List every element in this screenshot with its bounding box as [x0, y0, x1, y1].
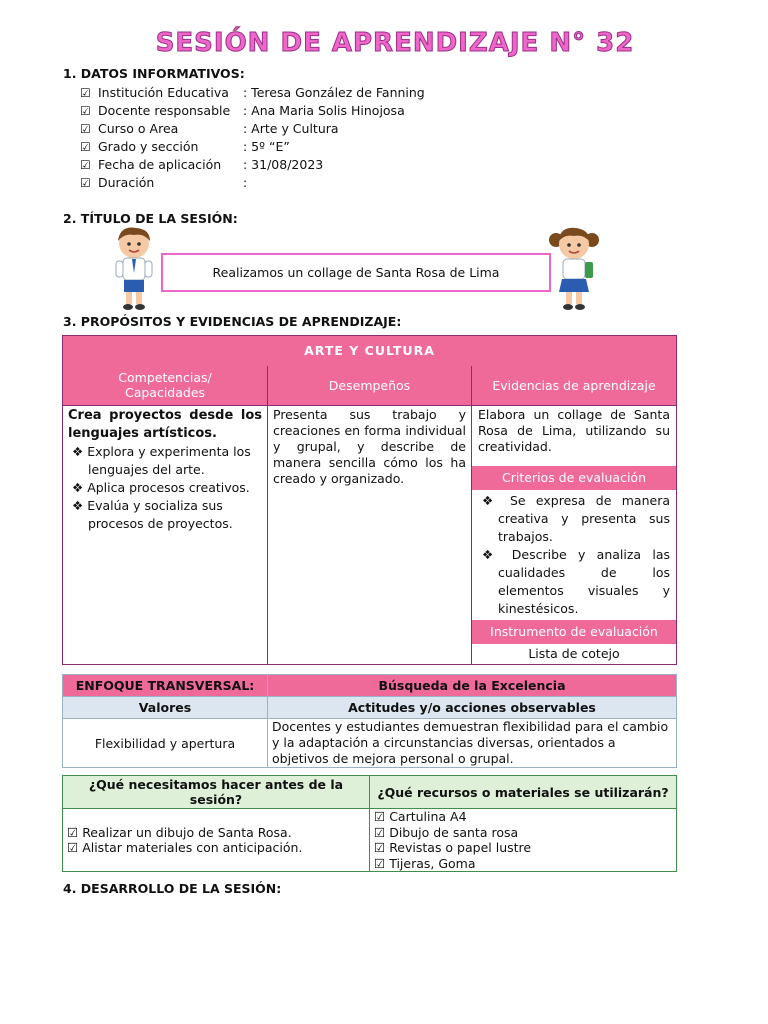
list-item: ☑ Alistar materiales con anticipación.: [67, 840, 303, 855]
info-value: : Ana Maria Solis Hinojosa: [243, 103, 405, 118]
enfoque-label: ENFOQUE TRANSVERSAL:: [63, 675, 268, 697]
propositos-table: [62, 335, 677, 665]
enfoque-table: [62, 674, 677, 768]
checkbox-icon: ☑: [374, 840, 390, 855]
info-value: : 5º “E”: [243, 139, 290, 154]
info-label: Fecha de aplicación: [98, 157, 222, 172]
diamond-bullet-icon: ❖: [482, 547, 512, 562]
instrumento-header: Instrumento de evaluación: [472, 620, 676, 644]
list-item: ❖ Explora y experimenta los lenguajes del arte.: [72, 444, 251, 477]
evidencias-header: Evidencias de aprendizaje: [472, 366, 677, 406]
diamond-bullet-icon: ❖: [72, 498, 88, 513]
checkbox-icon: ☑: [374, 809, 390, 824]
info-label: Docente responsable: [98, 103, 231, 118]
checkbox-icon: ☑: [80, 122, 91, 136]
list-item: ☑ Dibujo de santa rosa: [374, 824, 519, 840]
page-title: SESIÓN DE APRENDIZAJE N° 32: [155, 28, 635, 58]
checkbox-icon: ☑: [67, 824, 83, 840]
desempeno-cell: Presenta sus trabajo y creaciones en forma individual y grupal, y describe de manera sencilla cómo los ha creado y organizado.: [268, 406, 472, 665]
list-item: ❖ Evalúa y socializa sus procesos de proyectos.: [72, 498, 233, 531]
list-item: ❖ Describe y analiza las cualidades de los elementos visuales y kinestésicos.: [482, 547, 670, 616]
resources-header: ¿Qué recursos o materiales se utilizarán?: [370, 776, 677, 809]
instrumento-value: Lista de cotejo: [528, 646, 620, 661]
girl-illustration: [548, 224, 600, 312]
diamond-bullet-icon: ❖: [72, 480, 88, 495]
competencia-text: Crea proyectos desde los lenguajes artísticos.: [68, 408, 262, 441]
boy-illustration: [110, 225, 158, 311]
info-row: [80, 84, 425, 102]
competencias-cell: [63, 406, 268, 665]
info-value: : 31/08/2023: [243, 157, 324, 172]
list-item: ❖ Aplica procesos creativos.: [72, 480, 250, 495]
info-label: Duración: [98, 175, 155, 190]
session-title-box: [161, 253, 551, 292]
info-value: : Arte y Cultura: [243, 121, 339, 136]
desempenos-header: Desempeños: [268, 366, 472, 406]
actitudes-header: Actitudes y/o acciones observables: [268, 697, 677, 719]
competencias-header: Competencias/ Capacidades: [63, 366, 268, 406]
list-item: ☑ Revistas o papel lustre: [374, 840, 532, 855]
section-2-heading: 2. TÍTULO DE LA SESIÓN:: [63, 211, 238, 226]
diamond-bullet-icon: ❖: [482, 493, 510, 508]
info-row: [80, 120, 425, 138]
info-label: Curso o Area: [98, 121, 179, 136]
info-row: [80, 156, 425, 174]
list-item: ☑ Realizar un dibujo de Santa Rosa.: [67, 824, 292, 840]
valores-header: Valores: [63, 697, 268, 719]
info-row: [80, 174, 425, 192]
preparacion-table: [62, 775, 677, 872]
list-item: ☑ Cartulina A4: [374, 809, 467, 824]
info-label: Grado y sección: [98, 139, 199, 154]
checkbox-icon: ☑: [374, 855, 390, 871]
info-value: :: [243, 175, 248, 190]
section-4-heading: 4. DESARROLLO DE LA SESIÓN:: [63, 881, 282, 896]
info-label: Institución Educativa: [98, 85, 229, 100]
checkbox-icon: ☑: [67, 840, 83, 855]
criterios-header: Criterios de evaluación: [472, 466, 676, 490]
checkbox-icon: ☑: [80, 158, 91, 172]
valor-cell: Flexibilidad y apertura: [63, 719, 268, 768]
info-row: [80, 102, 425, 120]
list-item: ☑ Tijeras, Goma: [374, 855, 476, 871]
info-row: [80, 138, 425, 156]
evidencia-text: Elabora un collage de Santa Rosa de Lima, utilizando su creatividad.: [478, 407, 670, 454]
list-item: ❖ Se expresa de manera creativa y presenta sus trabajos.: [482, 493, 671, 544]
checkbox-icon: ☑: [80, 86, 91, 100]
before-cell: [63, 809, 370, 872]
enfoque-value: Búsqueda de la Excelencia: [268, 675, 677, 697]
resources-cell: [370, 809, 677, 872]
session-title: Realizamos un collage de Santa Rosa de Lima: [212, 265, 500, 280]
evidencias-cell: [472, 406, 677, 665]
section-3-heading: 3. PROPÓSITOS Y EVIDENCIAS DE APRENDIZAJE:: [63, 314, 402, 329]
checkbox-icon: ☑: [80, 176, 91, 190]
checkbox-icon: ☑: [374, 824, 390, 840]
checkbox-icon: ☑: [80, 140, 91, 154]
datos-informativos: [80, 84, 425, 192]
checkbox-icon: ☑: [80, 104, 91, 118]
diamond-bullet-icon: ❖: [72, 444, 88, 459]
info-value: : Teresa González de Fanning: [243, 85, 425, 100]
actitud-cell: Docentes y estudiantes demuestran flexibilidad para el cambio y la adaptación a circunstancias diversas, orientados a objetivos de mejora personal o grupal.: [268, 719, 677, 768]
before-header: ¿Qué necesitamos hacer antes de la sesión?: [63, 776, 370, 809]
section-1-heading: 1. DATOS INFORMATIVOS:: [63, 66, 245, 81]
area-header: ARTE Y CULTURA: [63, 336, 677, 366]
